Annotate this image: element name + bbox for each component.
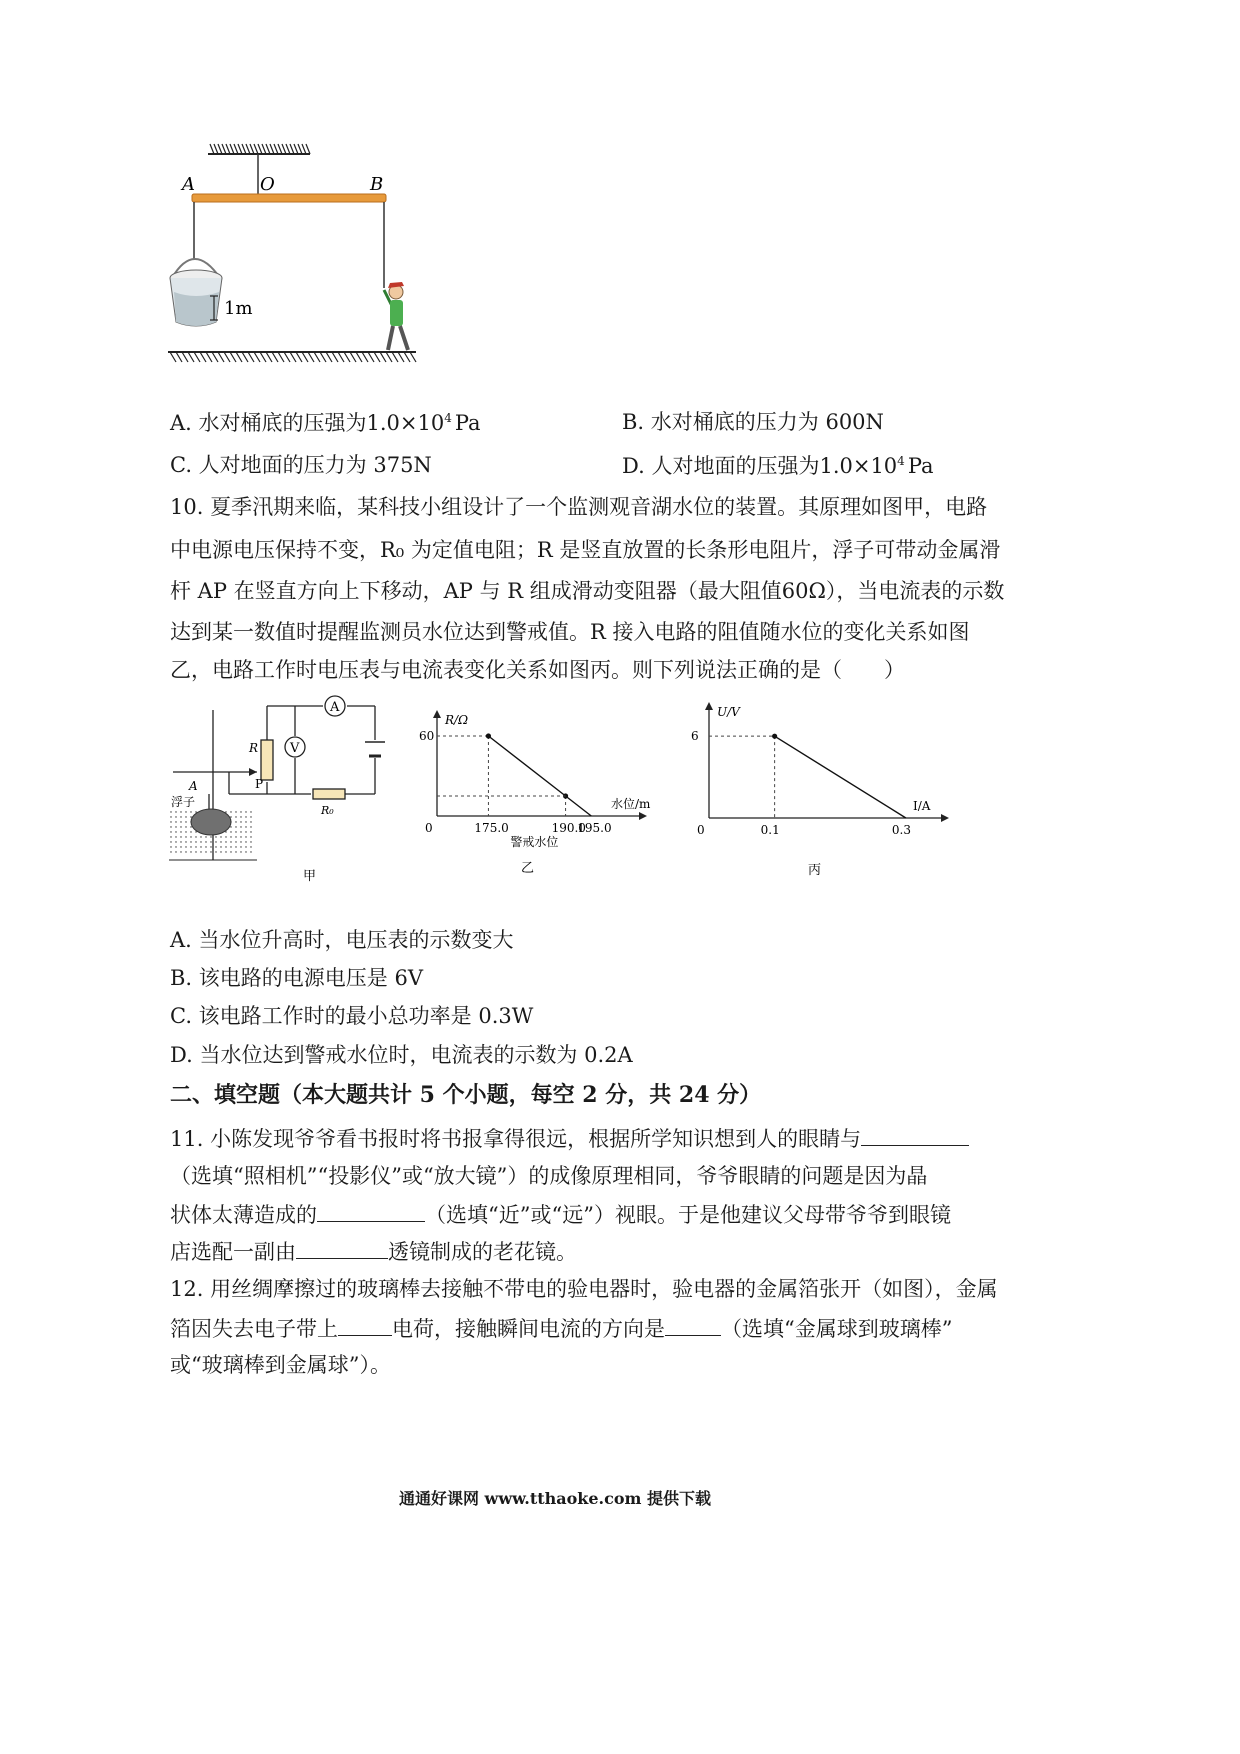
ammeter-label: A [330,700,340,715]
float [191,809,231,835]
ceiling [208,144,310,154]
chart-caption: 丙 [808,863,822,878]
series-line [488,736,591,816]
x-tick-label: 190.0 [551,821,586,835]
y-axis-label: R/Ω [445,713,469,727]
q10-option-a: A. 当水位升高时，电压表的示数变大 [170,928,514,952]
q12-blank-2[interactable] [665,1317,721,1336]
q12-line-1: 12. 用丝绸摩擦过的玻璃棒去接触不带电的验电器时，验电器的金属箔张开（如图），金属 [170,1277,998,1301]
series-line [775,736,906,818]
q11-line-2: （选填“照相机”“投影仪”或“放大镜”）的成像原理相同，爷爷眼睛的问题是因为晶 [170,1164,928,1188]
q11-blank-1[interactable] [861,1127,969,1146]
footer-text: 通通好课网 www.tthaoke.com 提供下载 [398,1489,712,1508]
lever-bar [192,194,386,202]
option-a-exp: 4 [444,411,452,425]
q10-line-3: 杆 AP 在竖直方向上下移动，AP 与 R 组成滑动变阻器（最大阻值60Ω），当电流表的示数 [170,579,1005,603]
origin-label: 0 [425,821,433,835]
alert-level-annotation: 警戒水位 [510,835,559,849]
x-axis-label: 水位/m [611,797,651,811]
q10-line-5: 乙，电路工作时电压表与电流表变化关系如图丙。则下列说法正确的是（ ） [170,658,905,682]
option-a-unit: Pa [454,411,481,435]
lever-figure [180,140,480,410]
chart-resistance-water-level [415,700,670,890]
x-axis-arrow [941,814,949,822]
person [384,282,408,350]
x-tick-label: 0.1 [760,823,780,837]
x-tick-label: 0.3 [891,823,911,837]
q9-option-b: B. 水对桶底的压力为 600N [622,410,884,434]
section-title: 二、填空题（本大题共计 5 个小题，每空 2 分，共 24 分） [170,1082,762,1108]
chart-voltage-current [691,690,950,890]
q10-line-4: 达到某一数值时提醒监测员水位达到警戒值。R 接入电路的阻值随水位的变化关系如图 [170,620,970,644]
r0-label: R₀ [321,804,334,817]
q10-line-1: 10. 夏季汛期来临，某科技小组设计了一个监测观音湖水位的装置。其原理如图甲，电路 [170,495,988,519]
label-a: A [182,174,195,195]
q10-option-b: B. 该电路的电源电压是 6V [170,966,423,990]
q10-option-d: D. 当水位达到警戒水位时，电流表的示数为 0.2A [170,1043,633,1067]
circuit-diagram [165,700,405,890]
float-label: 浮子 [171,795,196,809]
y-tick-label: 60 [419,729,435,743]
x-tick-label: 195.0 [577,821,612,835]
q11-line-1: 11. 小陈发现爷爷看书报时将书报拿得很远，根据所学知识想到人的眼睛与 [170,1127,969,1150]
q12-blank-1[interactable] [338,1317,392,1336]
q11-blank-2[interactable] [317,1203,425,1222]
y-axis-arrow [433,710,441,718]
y-axis-arrow [705,702,713,710]
option-d-exp: 4 [897,454,905,468]
ground [168,352,416,362]
q10-line-2: 中电源电压保持不变，R₀ 为定值电阻；R 是竖直放置的长条形电阻片，浮子可带动金属滑 [170,538,1001,562]
x-axis-arrow [639,812,647,820]
r-label: R [249,741,259,755]
q11-line-3: 状体太薄造成的 （选填“近”或“远”）视眼。于是他建议父母带爷爷到眼镜 [170,1203,951,1227]
y-tick-label: 6 [691,729,699,744]
q9-option-a: A. 水对桶底的压强为$1.0\times 10^4$ Pa [170,411,481,435]
voltmeter-label: V [290,741,300,756]
option-d-value: 1.0×10 [819,454,898,478]
caption-jia: 甲 [303,869,317,884]
label-b: B [370,174,384,195]
q11-line-4: 店选配一副由 透镜制成的老花镜。 [170,1240,577,1264]
option-a-value: 1.0×10 [366,411,445,435]
y-axis-label: U/V [717,705,740,719]
q9-option-c: C. 人对地面的压力为 375N [170,453,432,477]
option-d-unit: Pa [907,454,934,478]
a-label: A [189,779,198,793]
chart-caption: 乙 [521,861,535,876]
x-tick-label: 175.0 [474,821,509,835]
q9-option-d: D. 人对地面的压强为$1.0\times 10^4$ Pa [622,454,934,478]
depth-label: 1m [224,298,253,319]
origin-label: 0 [697,823,705,837]
q12-line-3: 或“玻璃棒到金属球”）。 [170,1353,391,1377]
p-label: P [255,777,264,791]
x-axis-label: I/A [913,799,931,813]
label-o: O [260,174,275,195]
q10-option-c: C. 该电路工作时的最小总功率是 0.3W [170,1004,534,1028]
q11-blank-3[interactable] [296,1240,388,1259]
q12-line-2: 箔因失去电子带上 电荷，接触瞬间电流的方向是 （选填“金属球到玻璃棒” [170,1317,953,1341]
